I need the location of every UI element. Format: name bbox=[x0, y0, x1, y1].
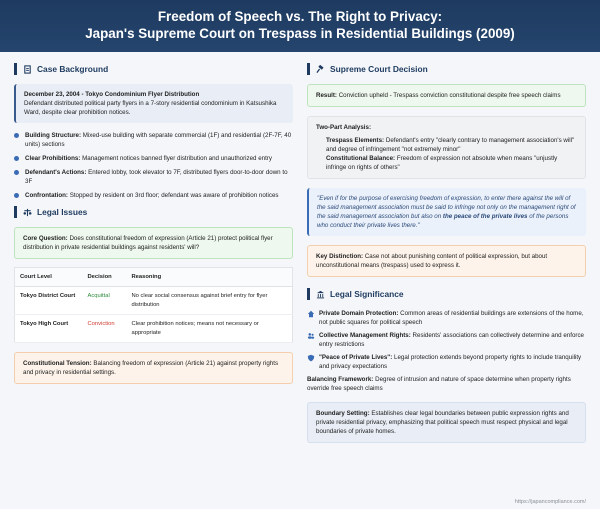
item-text: Common areas of residential buildings are extensions of the home, not public squares for political speech bbox=[319, 310, 584, 326]
boundary-text: Establishes clear legal boundaries between public expression rights and private residential privacy, emphasizing that political speech must respect physical and legal boundaries of private homes. bbox=[316, 410, 569, 435]
bullet-icon bbox=[14, 133, 19, 138]
court-name: Tokyo District Court bbox=[20, 293, 76, 299]
column-header: Decision bbox=[83, 268, 127, 287]
balance-label: Constitutional Balance: bbox=[326, 155, 396, 162]
intro-text: Defendant distributed political party flyers in a 7-story residential condominium in Katsushika Ward, despite clear prohibition notices. bbox=[24, 100, 277, 116]
key-distinction-box bbox=[307, 245, 586, 277]
page-title-line2: Japan's Supreme Court on Trespass in Residential Buildings (2009) bbox=[85, 26, 515, 41]
page-header bbox=[0, 0, 600, 52]
framework-text: Degree of intrusion and nature of space determine when property rights override free speech claims bbox=[307, 376, 571, 392]
result-box bbox=[307, 84, 586, 107]
core-question-box bbox=[14, 227, 293, 259]
constitutional-balance bbox=[316, 154, 577, 172]
tension-text: Balancing freedom of expression (Article 21) against property rights and privacy in residential settings. bbox=[23, 360, 279, 376]
item-label: Collective Management Rights: bbox=[319, 332, 411, 339]
item-label: Building Structure: bbox=[25, 132, 82, 139]
list-item bbox=[307, 309, 586, 327]
item-label: Private Domain Protection: bbox=[319, 310, 399, 317]
intro-box bbox=[14, 84, 293, 123]
quote-text-end: of the persons who conduct their private lives there." bbox=[317, 213, 569, 229]
reasoning-value: No clear social consensus against brief entry for flyer distribution bbox=[127, 287, 293, 315]
bullet-icon bbox=[14, 193, 19, 198]
home-icon bbox=[307, 310, 315, 318]
court-name: Tokyo High Court bbox=[20, 321, 69, 327]
boundary-setting-box bbox=[307, 402, 586, 443]
item-text: Entered lobby, took elevator to 7F, distributed flyers door-to-door down to 3F bbox=[25, 169, 288, 185]
item-text: Management notices banned flyer distribution and unauthorized entry bbox=[82, 155, 272, 162]
list-item bbox=[307, 353, 586, 371]
table-row bbox=[15, 287, 293, 315]
section-title: Supreme Court Decision bbox=[330, 64, 428, 74]
section-supreme-court-decision bbox=[307, 63, 586, 75]
intro-heading: December 23, 2004 - Tokyo Condominium Flyer Distribution bbox=[24, 91, 200, 98]
shield-icon bbox=[307, 354, 315, 362]
item-text: Residents' associations can collectively determine and enforce entry restrictions bbox=[319, 332, 584, 348]
column-header: Court Level bbox=[15, 268, 83, 287]
item-label: Clear Prohibitions: bbox=[25, 155, 81, 162]
section-title: Legal Significance bbox=[330, 289, 404, 299]
two-part-analysis-box bbox=[307, 116, 586, 179]
table-row bbox=[15, 315, 293, 343]
core-label: Core Question: bbox=[23, 235, 68, 242]
page-title-line1: Freedom of Speech vs. The Right to Privacy: bbox=[157, 9, 443, 24]
list-item bbox=[14, 191, 293, 200]
item-label: Defendant's Actions: bbox=[25, 169, 87, 176]
item-text: Stopped by resident on 3rd floor; defendant was aware of prohibition notices bbox=[69, 192, 279, 199]
users-icon bbox=[307, 332, 315, 340]
core-text: Does constitutional freedom of expression (Article 21) protect political flyer distribution in private residential buildings against residents' will? bbox=[23, 235, 273, 251]
footer-url[interactable]: https://japancompliance.com/ bbox=[514, 499, 586, 505]
item-label: Confrontation: bbox=[25, 192, 68, 199]
trespass-text: Defendant's entry "clearly contrary to management association's will" and degree of infringement "not extremely minor" bbox=[326, 137, 575, 153]
section-legal-significance bbox=[307, 288, 586, 300]
background-list bbox=[14, 131, 293, 200]
significance-list bbox=[307, 309, 586, 371]
list-item bbox=[14, 168, 293, 186]
analysis-heading: Two-Part Analysis: bbox=[316, 124, 372, 131]
result-text: Conviction upheld - Trespass conviction constitutional despite free speech claims bbox=[338, 92, 561, 99]
court-table bbox=[14, 267, 293, 343]
reasoning-value: Clear prohibition notices; means not necessary or appropriate bbox=[127, 315, 293, 343]
bullet-icon bbox=[14, 156, 19, 161]
section-case-background bbox=[14, 63, 293, 75]
tension-label: Constitutional Tension: bbox=[23, 360, 92, 367]
balancing-framework bbox=[307, 375, 586, 393]
decision-value: Conviction bbox=[83, 315, 127, 343]
scale-icon bbox=[23, 208, 32, 217]
boundary-label: Boundary Setting: bbox=[316, 410, 370, 417]
result-label: Result: bbox=[316, 92, 337, 99]
trespass-label: Trespass Elements: bbox=[326, 137, 385, 144]
item-label: "Peace of Private Lives": bbox=[319, 354, 393, 361]
table-header-row bbox=[15, 268, 293, 287]
quote-text: "Even if for the purpose of exercising freedom of expression, to enter there against the will of the said management association must be said to infringe not only on the management right of the said management association but also on bbox=[317, 195, 576, 220]
left-column bbox=[14, 63, 293, 443]
item-text: Mixed-use building with separate commercial (1F) and residential (2F-7F, 40 units) sections bbox=[25, 132, 292, 148]
gavel-icon bbox=[316, 65, 325, 74]
right-column bbox=[307, 63, 586, 443]
quote-emphasis: the peace of the private lives bbox=[442, 213, 528, 220]
balance-text: Freedom of expression not absolute when means "unjustly infringe on rights of others" bbox=[326, 155, 558, 171]
landmark-icon bbox=[316, 290, 325, 299]
section-title: Legal Issues bbox=[37, 207, 88, 217]
document-icon bbox=[23, 65, 32, 74]
decision-value: Acquittal bbox=[83, 287, 127, 315]
bullet-icon bbox=[14, 170, 19, 175]
item-text: Legal protection extends beyond property rights to include tranquility and privacy expectations bbox=[319, 354, 582, 370]
list-item bbox=[307, 331, 586, 349]
section-title: Case Background bbox=[37, 64, 109, 74]
trespass-elements bbox=[316, 136, 577, 154]
court-quote bbox=[307, 188, 586, 236]
framework-label: Balancing Framework: bbox=[307, 376, 374, 383]
constitutional-tension-box bbox=[14, 352, 293, 384]
section-legal-issues bbox=[14, 206, 293, 218]
list-item bbox=[14, 154, 293, 163]
column-header: Reasoning bbox=[127, 268, 293, 287]
list-item bbox=[14, 131, 293, 149]
distinction-text: Case not about punishing content of political expression, but about unconstitutional means (trespass) used to express it. bbox=[316, 253, 548, 269]
distinction-label: Key Distinction: bbox=[316, 253, 364, 260]
